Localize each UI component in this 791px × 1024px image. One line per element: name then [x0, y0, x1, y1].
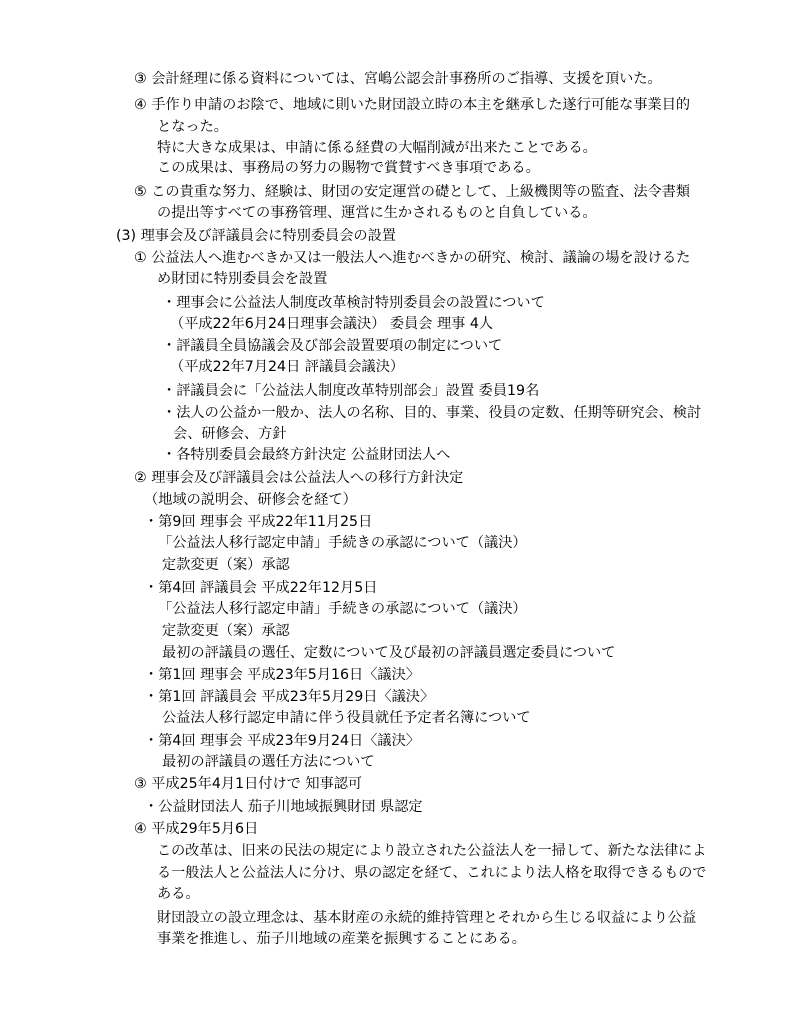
bullet-item: ・各特別委員会最終方針決定 公益財団法人へ	[162, 447, 451, 463]
text-line: ① 公益法人へ進むべきか又は一般法人へ進むべきかの研究、検討、議論の場を設けるた	[134, 250, 691, 266]
text-line: 財団設立の設立理念は、基本財産の永続的維持管理とそれから生じる収益により公益	[157, 910, 697, 926]
text-line: ④ 手作り申請のお陰で、地域に則いた財団設立時の本主を継承した遂行可能な事業目的	[134, 97, 691, 113]
bullet-item: ・第1回 評議員会 平成23年5月29日〈議決〉	[144, 689, 435, 705]
text-line: ② 理事会及び評議員会は公益法人への移行方針決定	[134, 470, 464, 486]
text-line: 「公益法人移行認定申請」手続きの承認について（議決）	[158, 601, 527, 617]
bullet-item: ・法人の公益か一般か、法人の名称、目的、事業、役員の定数、任期等研究会、検討	[162, 405, 702, 421]
text-line: ③ 平成25年4月1日付けで 知事認可	[134, 776, 363, 792]
bullet-item: ・第1回 理事会 平成23年5月16日〈議決〉	[144, 667, 420, 683]
text-line: ③ 会計経理に係る資料については、宮嶋公認会計事務所のご指導、支援を頂いた。	[134, 71, 662, 87]
text-line: となった。	[157, 119, 228, 135]
text-line: （平成22年7月24日 評議員会議決）	[170, 359, 405, 375]
text-line: ④ 平成29年5月6日	[134, 821, 259, 837]
bullet-item: ・理事会に公益法人制度改革検討特別委員会の設置について	[162, 295, 545, 311]
text-line: 公益法人移行認定申請に伴う役員就任予定者名簿について	[162, 710, 531, 726]
text-line: この成果は、事務局の努力の賜物で賞賛すべき事項である。	[157, 160, 540, 176]
text-line: 定款変更（案）承認	[162, 623, 290, 639]
text-line: 事業を推進し、茄子川地域の産業を振興することにある。	[157, 931, 526, 947]
bullet-item: ・第4回 理事会 平成23年9月24日〈議決〉	[144, 733, 420, 749]
text-line: の提出等すべての事務管理、運営に生かされるものと自負している。	[157, 205, 597, 221]
text-line: 定款変更（案）承認	[162, 557, 290, 573]
bullet-item: ・第9回 理事会 平成22年11月25日	[144, 514, 373, 530]
text-line: ⑤ この貴重な努力、経験は、財団の安定運営の礎として、上級機関等の監査、法令書類	[134, 184, 691, 200]
bullet-item: ・公益財団法人 茄子川地域振興財団 県認定	[144, 799, 423, 815]
text-line: る一般法人と公益法人に分け、県の認定を経て、これにより法人格を取得できるもので	[157, 865, 707, 881]
text-line: この改革は、旧来の民法の規定により設立された公益法人を一掃して、新たな法律によ	[157, 843, 707, 859]
text-line: 最初の評議員の選任方法について	[162, 754, 375, 770]
text-line: ある。	[157, 886, 200, 902]
text-line: 特に大きな成果は、申請に係る経費の大幅削減が出来たことである。	[157, 140, 597, 156]
bullet-item: ・第4回 評議員会 平成22年12月5日	[144, 580, 378, 596]
text-line: 会、研修会、方針	[173, 426, 287, 442]
bullet-item: ・評議員会に「公益法人制度改革特別部会」設置 委員19名	[162, 383, 540, 399]
text-line: 最初の評議員の選任、定数について及び最初の評議員選定委員について	[162, 645, 616, 661]
text-line: め財団に特別委員会を設置	[157, 271, 328, 287]
bullet-item: ・評議員全員協議会及び部会設置要項の制定について	[162, 338, 503, 354]
text-line: （平成22年6月24日理事会議決） 委員会 理事 4人	[170, 316, 494, 332]
text-line: （地域の説明会、研修会を経て）	[144, 492, 357, 508]
text-line: 「公益法人移行認定申請」手続きの承認について（議決）	[158, 535, 527, 551]
section-heading: (3) 理事会及び評議員会に特別委員会の設置	[116, 228, 396, 244]
